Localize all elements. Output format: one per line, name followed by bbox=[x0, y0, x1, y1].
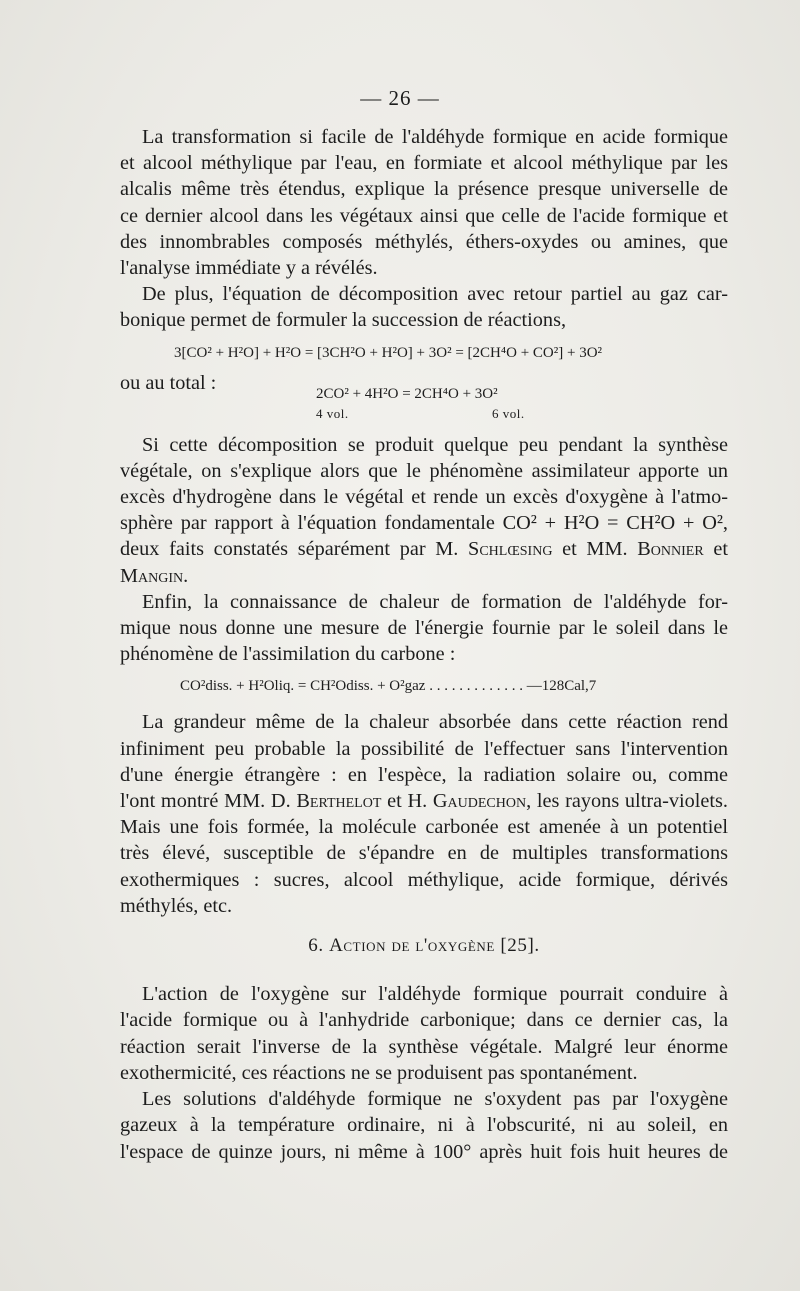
text-line: De plus, l'équation de décomposition avec retour partiel au gaz car- bbox=[142, 283, 728, 306]
text-line: très élevé, susceptible de s'épandre en de multiples transformations bbox=[120, 842, 728, 865]
paragraph-7 bbox=[120, 1086, 728, 1165]
equation-total: 2CO² + 4H²O = 2CH⁴O + 3O² bbox=[316, 385, 498, 402]
text-line: alcalis même très étendus, explique la présence presque universelle de bbox=[120, 178, 728, 201]
text-line: Si cette décomposition se produit quelque peu pendant la synthèse bbox=[142, 433, 728, 456]
text-segment: et bbox=[713, 538, 728, 561]
total-equation-block bbox=[120, 370, 728, 426]
text-line: exothermiques : sucres, alcool méthylique, acide formique, dérivés bbox=[120, 868, 728, 891]
text-line: bonique permet de formuler la succession de réactions, bbox=[120, 309, 567, 332]
text-segment: l'ont montré MM. D. bbox=[120, 790, 291, 813]
page-number: — 26 — bbox=[360, 86, 440, 110]
text-line: gazeux à la température ordinaire, ni à l'obscurité, ni au soleil, en bbox=[120, 1114, 728, 1137]
text-line: réaction serait l'inverse de la synthèse végétale. Malgré leur énorme bbox=[120, 1035, 728, 1058]
author-name: Schlœsing bbox=[468, 538, 553, 561]
paragraph-2 bbox=[120, 281, 728, 333]
section-number: 6. bbox=[308, 935, 324, 957]
author-name: Bonnier bbox=[637, 538, 704, 561]
author-name: Gaudechon bbox=[432, 790, 527, 813]
text-line: exothermicité, ces réactions ne se produisent pas spontanément. bbox=[120, 1061, 638, 1084]
text-line: L'action de l'oxygène sur l'aldéhyde formique pourrait conduire à bbox=[142, 983, 728, 1006]
equation-heat-of-formation: CO²diss. + H²Oliq. = CH²Odiss. + O²gaz . . . . . . . . . . . . . —128Cal,7 bbox=[180, 678, 597, 695]
equation-reaction-succession: 3[CO² + H²O] + H²O = [3CH²O + H²O] + 3O² = [2CH⁴O + CO²] + 3O² bbox=[174, 344, 603, 361]
author-name: Mangin. bbox=[120, 564, 189, 587]
paragraph-4 bbox=[120, 589, 728, 668]
text-line: infiniment peu probable la possibilité de l'effectuer sans l'intervention bbox=[120, 737, 728, 760]
text-line: et alcool méthylique par l'eau, en formiate et alcool méthylique par les bbox=[120, 152, 728, 175]
paragraph-1 bbox=[120, 124, 728, 281]
paragraph-5 bbox=[120, 709, 728, 919]
text-line: phénomène de l'assimilation du carbone : bbox=[120, 643, 456, 666]
text-line: des innombrables composés méthylés, éthers-oxydes ou amines, que bbox=[120, 230, 728, 253]
text-segment: deux faits constatés séparément par M. bbox=[120, 538, 459, 561]
paragraph-6 bbox=[120, 981, 728, 1086]
text-line: Les solutions d'aldéhyde formique ne s'oxydent pas par l'oxygène bbox=[142, 1088, 728, 1111]
text-line: l'acide formique ou à l'anhydride carbonique; dans ce dernier cas, la bbox=[120, 1009, 728, 1032]
text-line: excès d'hydrogène dans le végétal et rende un excès d'oxygène à l'atmo- bbox=[120, 486, 728, 509]
text-line: La grandeur même de la chaleur absorbée dans cette réaction rend bbox=[142, 711, 728, 734]
page-body bbox=[120, 124, 728, 1165]
text-line: ce dernier alcool dans les végétaux ainsi que celle de l'acide formique et bbox=[120, 204, 728, 227]
volume-right: 6 vol. bbox=[492, 405, 525, 421]
text-segment: et MM. bbox=[562, 538, 628, 561]
text-line: méthylés, etc. bbox=[120, 894, 233, 917]
text-segment: , les rayons ultra-violets. bbox=[526, 790, 728, 813]
section-heading bbox=[120, 933, 728, 959]
text-line bbox=[120, 788, 728, 814]
text-line: Mais une fois formée, la molécule carbonée est amenée à un potentiel bbox=[120, 816, 728, 839]
text-line bbox=[120, 536, 728, 562]
text-line: La transformation si facile de l'aldéhyde formique en acide formique bbox=[142, 126, 728, 148]
text-line: l'espace de quinze jours, ni même à 100° après huit fois huit heures de bbox=[120, 1140, 728, 1163]
text-segment: et H. bbox=[387, 790, 428, 813]
author-name: Berthelot bbox=[296, 790, 382, 813]
paragraph-3 bbox=[120, 432, 728, 589]
text-line: d'une énergie étrangère : en l'espèce, la radiation solaire ou, comme bbox=[120, 763, 728, 786]
text-line: l'analyse immédiate y a révélés. bbox=[120, 257, 378, 280]
volume-labels bbox=[316, 404, 525, 424]
text-line: mique nous donne une mesure de l'énergie fournie par le soleil dans le bbox=[120, 617, 728, 640]
section-title: Action de l'oxygène bbox=[329, 935, 495, 957]
section-reference: [25]. bbox=[500, 935, 540, 957]
volume-left: 4 vol. bbox=[316, 405, 349, 421]
text-line: végétale, on s'explique alors que le phénomène assimilateur apporte un bbox=[120, 459, 728, 482]
total-equation bbox=[316, 370, 525, 424]
text-line: sphère par rapport à l'équation fondamentale CO² + H²O = CH²O + O², bbox=[120, 512, 728, 535]
total-label: ou au total : bbox=[120, 371, 217, 394]
text-line: Enfin, la connaissance de chaleur de formation de l'aldéhyde for- bbox=[142, 590, 728, 613]
